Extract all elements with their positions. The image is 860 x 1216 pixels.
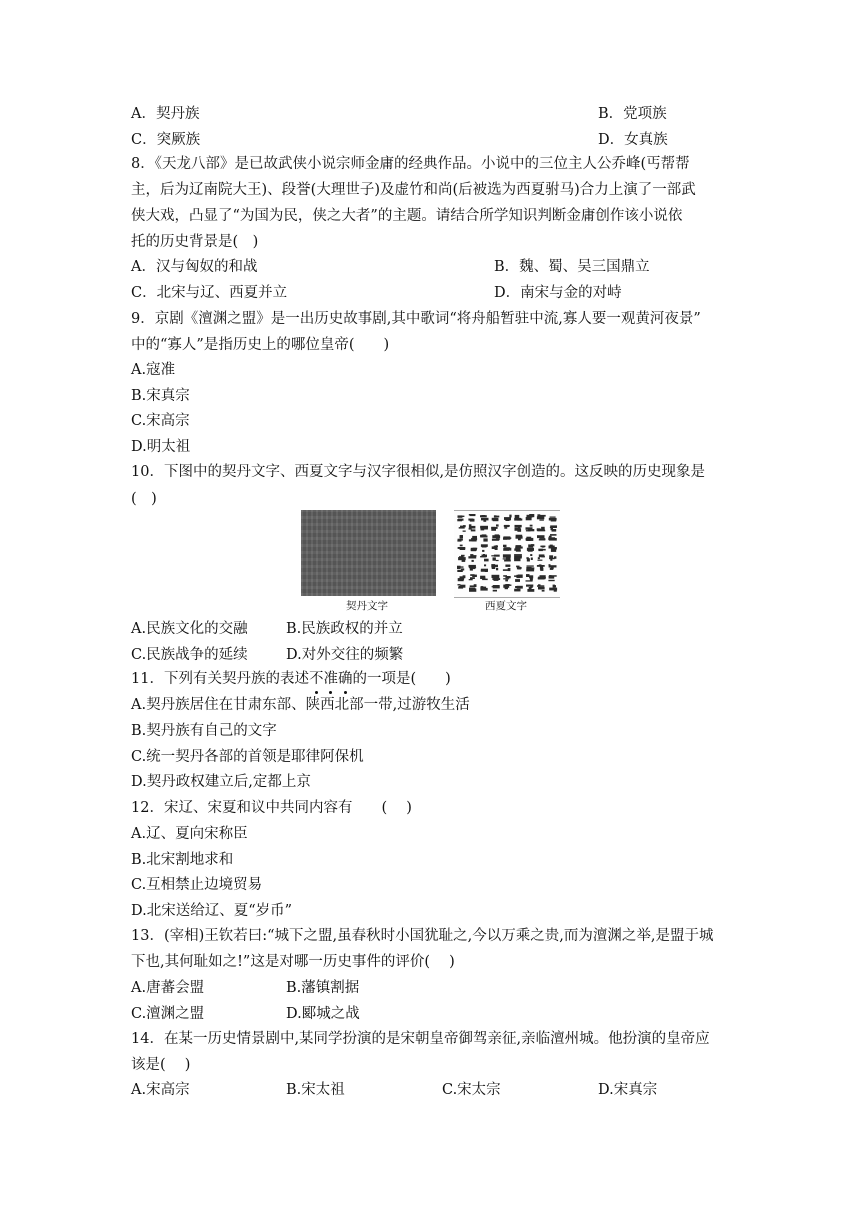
tangut-glyph	[481, 544, 488, 552]
q10-stem-line: 10．下图中的契丹文字、西夏文字与汉字很相似,是仿照汉字创造的。这反映的历史现象是	[131, 464, 706, 480]
q9-option-c: C.宋高宗	[131, 413, 190, 429]
tangut-glyph	[458, 555, 466, 562]
tangut-glyph	[480, 554, 489, 561]
tangut-glyph	[514, 586, 523, 592]
q14-option-b: B.宋太祖	[286, 1082, 345, 1098]
q12-option-d: D.北宋送给辽、夏“岁币”	[131, 903, 293, 919]
emphasis-char: 确	[337, 671, 353, 687]
tangut-glyph	[480, 515, 489, 522]
tangut-glyph	[514, 515, 522, 521]
q12-option-c: C.互相禁止边境贸易	[131, 877, 263, 893]
tangut-glyph	[503, 554, 511, 561]
tangut-glyph	[504, 525, 510, 529]
tangut-glyph	[471, 548, 478, 552]
tangut-glyph	[514, 545, 522, 552]
tangut-glyph	[503, 536, 511, 539]
q11-stem-text: 的一项是( )	[352, 671, 451, 687]
tangut-glyph	[504, 515, 512, 521]
tangut-glyph	[480, 526, 488, 531]
tangut-caption: 西夏文字	[485, 600, 527, 612]
q14-option-c: C.宋太宗	[442, 1082, 501, 1098]
tangut-glyph	[548, 534, 557, 541]
q9-option-d: D.明太祖	[131, 439, 191, 455]
tangut-glyph	[527, 544, 534, 552]
tangut-glyph	[537, 514, 546, 520]
tangut-glyph	[516, 535, 523, 541]
tangut-glyph	[538, 575, 546, 579]
tangut-glyph	[549, 585, 557, 592]
tangut-glyph	[514, 575, 523, 582]
tangut-glyph	[480, 576, 488, 580]
q12-option-a: A.辽、夏向宋称臣	[131, 826, 248, 842]
tangut-glyph	[537, 535, 545, 540]
tangut-glyph	[468, 514, 475, 522]
tangut-glyph	[492, 545, 498, 550]
tangut-glyph	[526, 565, 534, 571]
tangut-glyph	[492, 515, 500, 521]
tangut-glyph	[526, 585, 534, 592]
q8-stem-line: 托的历史背景是( )	[131, 234, 259, 250]
tangut-glyph	[468, 554, 476, 562]
q11-option-b: B.契丹族有自己的文字	[131, 723, 277, 739]
tangut-glyph	[537, 584, 545, 591]
khitan-script-image	[301, 510, 436, 596]
tangut-glyph	[469, 584, 477, 592]
tangut-glyph	[492, 585, 500, 592]
tangut-glyph	[491, 564, 498, 570]
q11-stem	[131, 669, 451, 689]
tangut-glyph	[469, 574, 477, 580]
q10-option-c: C.民族战争的延续	[131, 647, 248, 663]
q9-option-a: A.寇准	[131, 362, 176, 378]
tangut-glyph	[480, 534, 488, 541]
tangut-glyph	[457, 566, 464, 572]
tangut-glyph	[457, 515, 464, 521]
q11-stem-text: 11．下列有关契丹族的表述	[131, 671, 309, 687]
tangut-glyph	[526, 514, 535, 520]
tangut-glyph	[458, 575, 466, 581]
tangut-glyph	[480, 586, 487, 591]
tangut-glyph	[526, 537, 534, 541]
q13-stem-line: 13．(宰相)王钦若曰:“城下之盟,虽春秋时小国犹耻之,今以万乘之贵,而为澶渊之举,是盟于城	[131, 928, 714, 944]
khitan-caption: 契丹文字	[346, 600, 388, 612]
q13-stem-line: 下也,其何耻如之!”这是对哪一历史事件的评价( )	[131, 954, 455, 970]
tangut-glyph	[526, 525, 535, 532]
q12-stem: 12．宋辽、宋夏和议中共同内容有 ( )	[131, 800, 412, 816]
tangut-glyph	[492, 534, 500, 540]
q7-option-a: A．契丹族	[131, 106, 200, 122]
q9-option-b: B.宋真宗	[131, 388, 190, 404]
tangut-glyph	[458, 545, 466, 550]
tangut-glyph	[538, 546, 545, 552]
tangut-glyph	[515, 525, 522, 532]
tangut-glyph	[469, 565, 477, 571]
tangut-glyph	[526, 554, 532, 561]
q10-stem-line: ( )	[131, 491, 157, 507]
q12-option-b: B.北宋割地求和	[131, 852, 234, 868]
q13-option-c: C.澶渊之盟	[131, 1006, 205, 1022]
q7-option-b: B．党项族	[598, 106, 667, 122]
tangut-glyph	[457, 535, 463, 542]
q13-option-a: A.唐蕃会盟	[131, 980, 205, 996]
tangut-glyph	[549, 517, 557, 522]
q14-stem-line: 14．在某一历史情景剧中,某同学扮演的是宋朝皇帝御驾亲征,亲临澶州城。他扮演的皇帝应	[131, 1031, 710, 1047]
tangut-glyph	[514, 554, 522, 561]
tangut-glyph	[469, 536, 477, 542]
tangut-glyph	[459, 525, 466, 532]
q7-option-c: C．突厥族	[131, 132, 201, 148]
tangut-glyph	[469, 524, 476, 531]
tangut-glyph	[458, 584, 466, 589]
q14-option-d: D.宋真宗	[598, 1082, 658, 1098]
emphasis-char: 不	[308, 671, 324, 687]
tangut-glyph	[503, 575, 511, 581]
tangut-script-image	[454, 510, 560, 598]
tangut-glyph	[548, 575, 556, 581]
tangut-glyph	[492, 575, 501, 581]
emphasis-char: 准	[323, 671, 338, 687]
q14-option-a: A.宋高宗	[131, 1082, 190, 1098]
tangut-glyph	[538, 554, 545, 560]
q13-option-d: D.郾城之战	[286, 1006, 360, 1022]
tangut-glyph	[491, 555, 499, 562]
q8-stem-line: 主，后为辽南院大王)、段誉(大理世子)及虚竹和尚(后被选为西夏驸马)合力上演了一部武	[131, 182, 696, 198]
tangut-glyph	[537, 564, 545, 571]
q7-option-d: D．女真族	[598, 132, 668, 148]
tangut-glyph	[549, 564, 557, 570]
q10-option-d: D.对外交往的频繁	[286, 647, 404, 663]
q13-option-b: B.藩镇割据	[286, 980, 360, 996]
tangut-glyph	[481, 564, 488, 572]
tangut-glyph	[503, 584, 511, 589]
tangut-glyph	[503, 565, 511, 572]
tangut-glyph	[549, 555, 556, 561]
tangut-glyph	[526, 574, 534, 582]
q11-option-c: C.统一契丹各部的首领是耶律阿保机	[131, 749, 364, 765]
tangut-glyph	[537, 527, 545, 532]
tangut-glyph	[516, 566, 522, 570]
q8-option-a: A．汉与匈奴的和战	[131, 259, 258, 275]
q11-option-a: A.契丹族居住在甘肃东部、陕西北部一带,过游牧生活	[131, 697, 470, 713]
q10-option-a: A.民族文化的交融	[131, 621, 248, 637]
tangut-glyph	[550, 525, 557, 531]
tangut-glyph	[503, 545, 511, 551]
q8-stem-line: 8．《天龙八部》是已故武侠小说宗师金庸的经典作品。小说中的三位主人公乔峰(丐帮帮	[131, 156, 690, 172]
q11-option-d: D.契丹政权建立后,定都上京	[131, 774, 311, 790]
q8-option-b: B．魏、蜀、吴三国鼎立	[494, 259, 650, 275]
q8-option-c: C．北宋与辽、西夏并立	[131, 285, 288, 301]
tangut-glyph	[549, 545, 557, 552]
q14-stem-line: 该是( )	[131, 1057, 191, 1073]
q8-stem-line: 侠大戏，凸显了“为国为民，侠之大者”的主题。请结合所学知识判断金庸创作该小说依	[131, 208, 683, 224]
q9-stem-line: 9．京剧《澶渊之盟》是一出历史故事剧,其中歌词“将舟船暂驻中流,寡人要一观黄河夜景”	[131, 311, 701, 327]
q8-option-d: D．南宋与金的对峙	[494, 285, 622, 301]
q9-stem-line: 中的“寡人”是指历史上的哪位皇帝( )	[131, 337, 390, 353]
tangut-glyph	[491, 524, 498, 530]
q10-option-b: B.民族政权的并立	[286, 621, 403, 637]
